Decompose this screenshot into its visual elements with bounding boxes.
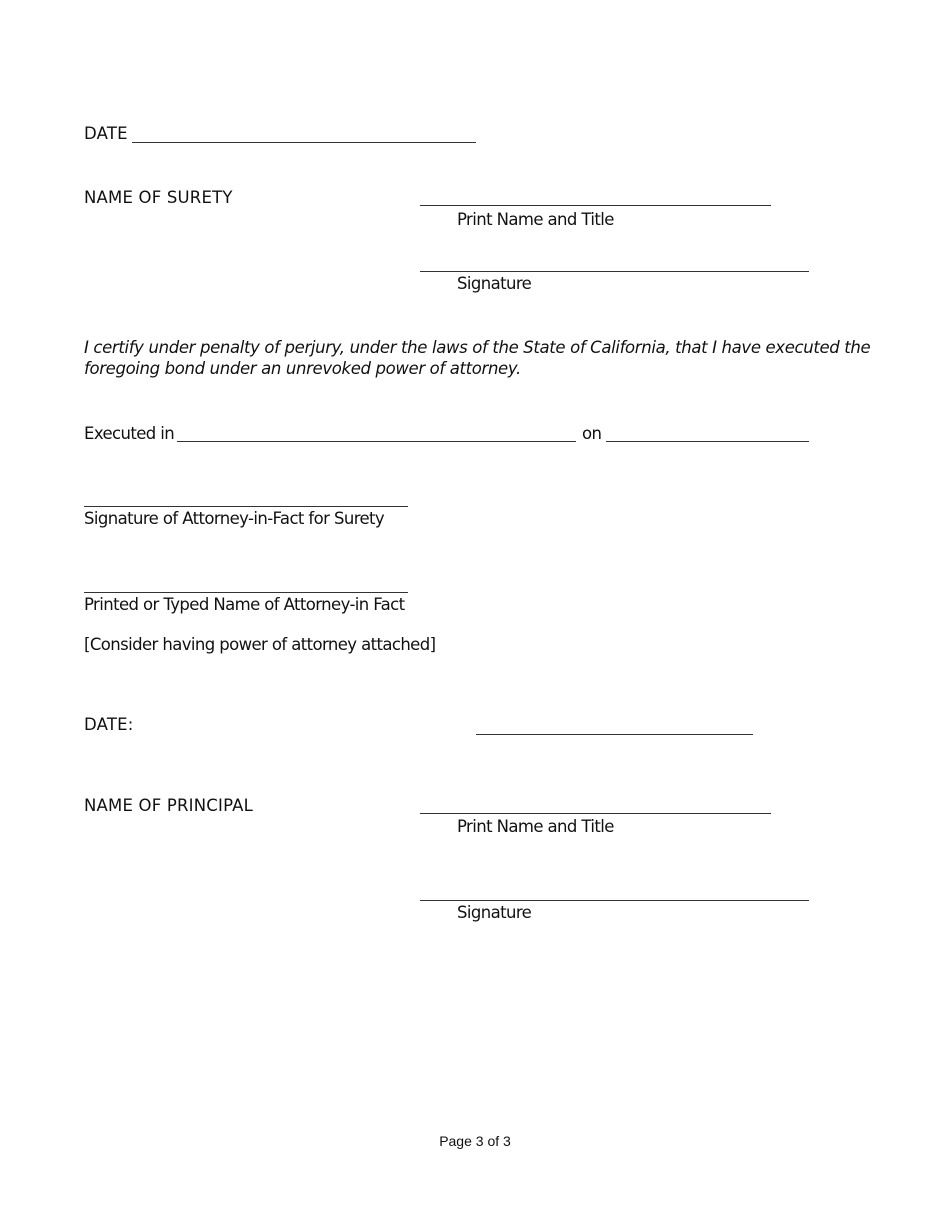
surety-date-line[interactable] (132, 142, 476, 143)
principal-date-line[interactable] (476, 734, 753, 735)
surety-date-label: DATE (84, 124, 128, 143)
page-number: Page 3 of 3 (439, 1133, 511, 1149)
principal-print-name-line[interactable] (420, 813, 771, 814)
executed-on-label: on (582, 424, 602, 443)
attorney-signature-line[interactable] (84, 506, 408, 507)
attorney-printed-name-line[interactable] (84, 592, 408, 593)
surety-print-name-caption: Print Name and Title (457, 210, 614, 229)
surety-signature-caption: Signature (457, 274, 532, 293)
principal-print-name-caption: Print Name and Title (457, 817, 614, 836)
surety-print-name-line[interactable] (420, 205, 771, 206)
principal-name-label: NAME OF PRINCIPAL (84, 796, 254, 815)
surety-signature-line[interactable] (420, 271, 809, 272)
principal-signature-line[interactable] (420, 900, 809, 901)
executed-in-label: Executed in (84, 424, 175, 443)
principal-signature-caption: Signature (457, 903, 532, 922)
attorney-signature-caption: Signature of Attorney-in-Fact for Surety (84, 509, 385, 528)
certification-line-1: I certify under penalty of perjury, under the laws of the State of California, that I have executed the (84, 338, 871, 357)
executed-date-line[interactable] (606, 441, 809, 442)
certification-line-2: foregoing bond under an unrevoked power of attorney. (84, 359, 521, 378)
power-of-attorney-note: [Consider having power of attorney attached] (84, 635, 436, 654)
surety-name-label: NAME OF SURETY (84, 188, 233, 207)
principal-date-label: DATE: (84, 715, 134, 734)
attorney-printed-name-caption: Printed or Typed Name of Attorney-in Fact (84, 595, 405, 614)
executed-place-line[interactable] (177, 441, 576, 442)
